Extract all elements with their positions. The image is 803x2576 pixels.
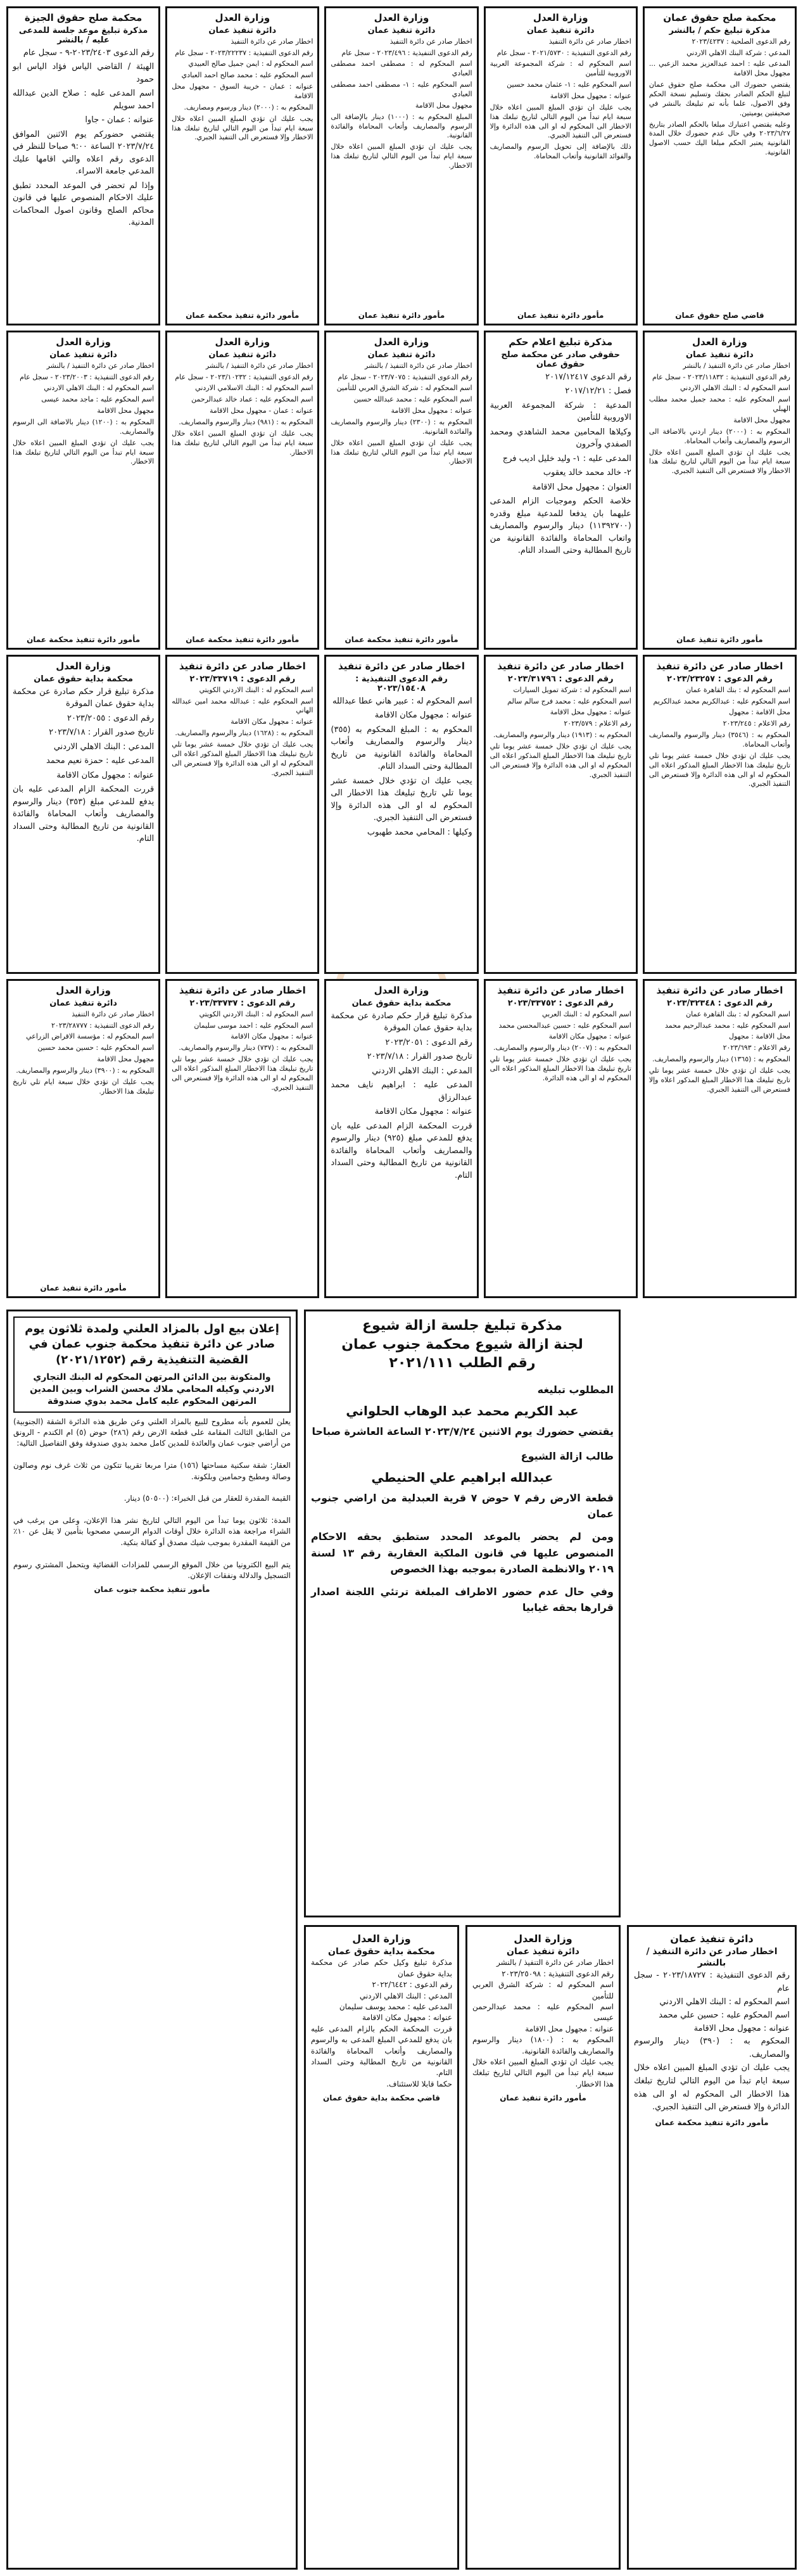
notice-line: اسم المحكوم عليه : محمد فرج سالم سالم [507,697,631,705]
notice-line: المحكوم به : المبلغ المحكوم به (٣٥٥) دينار والرسوم والمصاريف وأتعاب المحاماة والفائدة القانونية من تاريخ المطالبة وحتى السداد التام. [328,724,472,772]
notice-card [165,979,319,1298]
notice-line: المدعى عليه : احمد عبدالعزيز محمد الزعبي ... مجهول محل الاقامة [647,60,790,78]
bottom-notice-text: مذكرة تبليغ وكيل حكم صادر عن محكمة بداية حقوق عمان رقم الدعوى : ٢٠٢٢/٦٤٤٢ المدعي : البنك الاهلي الاردني المدعى عليه : محمد يوسف سليمان عنوانه : مجهول مكان الاقامة قررت المحكمة الحكم بالزام المدعى عليه بان يدفع للمدعي المبلغ المدعى به والرسوم والمصاريف وأتعاب المحاماة والفائدة القانونية من تاريخ المطالبة وحتى السداد التام. حكما قابلا للاستئناف. [311,1958,452,2088]
notice-line: مجهول محل الاقامة [97,1055,155,1064]
notice-line: المحكوم به : (٢٠٠٠) دينار ورسوم ومصاريف. [184,103,313,111]
notice-line: اسم المحكوم له : عبير هاني عطا عبدالله [332,696,472,706]
notice-signature: مأمور دائرة تنفيذ محكمة عمان [186,635,300,644]
notice-title: وزارة العدل [56,660,111,672]
notice-line: وكيلاها المحامين محمد الشاهدي ومحمد الصفدي وآخرون [487,427,631,450]
notice-title: مذكرة تبليغ اعلام حكم [509,336,613,348]
notice-line: عنوانه : مجهول محل الاقامة [550,708,631,717]
notice-line: محل الاقامة : مجهول [729,1032,790,1041]
notice-line: اخطار صادر عن دائرة التنفيذ [231,37,313,46]
notice-card [165,6,319,325]
notice-line: يجب عليك ان تؤدي المبلغ المبين اعلاه خلال سبعة ايام تبدأ من اليوم التالي لتاريخ تبلغك هذا الاخطار. [10,438,155,466]
notice-subtitle: رقم الدعوى التنفيذية : ٢٠٢٣/١٥٤٠٨ [355,674,448,693]
notice-line: المحكوم به : (١٩١٣) دينار والرسوم والمصاريف. [493,731,631,740]
notice-line: اسم المحكوم عليه : عبدالله محمد امين عبدالله الهاني [169,697,313,715]
bottom-notice-subtitle: دائرة تنفيذ عمان [507,1946,579,1957]
bottom-notice-title: وزارة العدل [514,1933,572,1945]
bottom-notice-signature: قاضي محكمة بداية حقوق عمان [322,2093,441,2103]
notice-subtitle: دائرة تنفيذ عمان [367,25,436,35]
notice-line: يجب عليك ان تؤدي خلال خمسة عشر يوما تلي تاريخ تبليغك هذا الاخطار المبلغ المذكور اعلاه الى المحكوم له او الى هذه الدائرة وإلا فستعرض الى التنفيذ الجبري. [169,1055,313,1092]
notice-title: وزارة العدل [56,985,111,996]
notice-line: يقتضي حضوركم يوم الاثنين الموافق ٢٠٢٣/٧/٢٤ الساعة ٩:٠٠ صباحا للنظر في الدعوى رقم اعلاه والتي اقامها عليك المدعي جامعة الاسراء. [9,129,155,177]
notice-line: المحكوم به : (٢٠٠٧) دينار والرسوم والمصاريف. [493,1044,631,1052]
notice-line: يجب عليك ان تؤدي المبلغ المبين اعلاه خلال سبعة ايام تبدأ من اليوم التالي لتاريخ تبلغك هذا الاخطار والا فستعرض الى التنفيذ الجبري. [647,448,790,476]
notice-line: قررت المحكمة الزام المدعى عليه بان يدفع للمدعي مبلغ (٩٢٥) دينار والرسوم والمصاريف وأتعاب المحاماة والفائدة القانونية من تاريخ المطالبة وحتى السداد التام. [328,1121,472,1180]
notice-subtitle: دائرة تنفيذ عمان [367,350,436,360]
notice-line: اسم المحكوم عليه : حسين عبدالمحسن محمد [498,1021,631,1030]
notice-line: اسم المحكوم له : بنك القاهرة عمان [686,685,790,694]
notice-line: يجب عليك ان تؤدي المبلغ المبين اعلاه خلال سبعة ايام تبدأ من اليوم التالي لتاريخ تبلغك هذا الاخطار. [328,438,472,466]
notice-subtitle: رقم الدعوى : ٢٠٢٣/٣٣٧٣٧ [189,998,296,1008]
notice-line: اسم المحكوم عليه : عبدالكريم محمد عبدالكريم [653,697,790,705]
bottom-notice-2 [465,1925,621,2570]
notice-line: اسم المحكوم له : البنك الاهلي الاردني [680,384,790,393]
bottom-notice-signature: مأمور دائرة تنفيذ عمان [500,2093,586,2103]
notice-line: يجب عليك ان تؤدي خلال خمسة عشر يوما تلي تاريخ تبليغك هذا الاخطار المبلغ المذكور اعلاه الى المحكوم له او الى هذه الدائرة وإلا فستعرض الى التنفيذ الجبري. [488,742,631,779]
removal-footer: وفي حال عدم حضور الاطراف المبلغة ترتئي اللجنة اصدار قرارها بحقه غيابيا [307,1585,614,1614]
notice-signature: قاضي صلح حقوق عمان [675,311,764,320]
notice-card [324,655,478,974]
notice-line: اسم المحكوم له : مؤسسة الاقراض الزراعي [26,1032,155,1041]
notice-line: رقم الدعوى التنفيذية : ٢٠٢٣/٧٠٧٥ - سجل عام [338,372,472,381]
notice-line: المدعى عليه : ١- وليد خليل اديب فرج [502,453,631,464]
notice-line: اسم المحكوم عليه : ١- عثمان محمد حسين [507,80,631,89]
notice-card [324,331,478,650]
notice-line: يجب عليك ان تؤدي خلال خمسة عشر يوما تلي تاريخ تبليغك هذا الاخطار المبلغ المذكور اعلاه الى المحكوم له او الى هذه الدائرة. [488,1055,631,1082]
notice-line: اسم المحكوم له : البنك الاردني الكويتي [199,1009,313,1018]
notice-card [484,655,638,974]
notice-card [324,979,478,1298]
notice-subtitle: محكمة بداية حقوق عمان [351,998,452,1008]
notice-title: وزارة العدل [215,12,270,23]
notice-title: وزارة العدل [533,12,588,23]
notice-line: عنوانه : مجهول مكان الاقامة [548,1032,631,1041]
auction-notice [6,1310,298,2570]
notice-card [165,331,319,650]
notice-line: وإذا لم تحضر في الموعد المحدد تطبق عليك الاحكام المنصوص عليها في قانون محاكم الصلح وقانون اصول المحاكمات المدنية. [9,180,155,228]
notice-subtitle: دائرة تنفيذ عمان [208,350,277,360]
notice-line: المحكوم به : (١٦٢٨) دينار والرسوم والمصاريف. [175,729,313,738]
notice-subtitle: دائرة تنفيذ عمان [686,350,754,360]
notice-subtitle: رقم الدعوى : ٢٠٢٣/٣٢٣٤٨ [666,998,773,1008]
notice-line: وعليه يقتضي اعتبارك مبلغا بالحكم الصادر بتاريخ ٢٠٢٣/٦/٢٧ وفي حال عدم حضورك خلال المدة القانونية يعتبر الحكم مبلغا اليك حسب الاصول القانونية. [647,120,790,157]
notice-line: اسم المحكوم عليه : محمد عبدالله حسين [353,395,472,404]
auction-heading: إعلان بيع اول بالمزاد العلني ولمدة ثلاثون يوم صادر عن دائرة تنفيذ محكمة جنوب عمان في القضية التنفيذية رقم (٢٠٢١/١٢٥٢) [25,1322,279,1367]
notice-line: رقم الاعلام : ٢٠٢٣/٦٩٣ [723,1044,790,1052]
notice-line: ٢- خالد محمد خالد يعقوب [543,468,631,478]
notice-card [6,979,160,1298]
notice-title: اخطار صادر عن دائرة تنفيذ [656,985,783,996]
notice-line: مجهول محل الاقامة [415,101,472,110]
notice-line: رقم الدعوى : ٢٠٢٣/٢٠٥٥ [66,713,155,723]
notice-line: يجب عليك ان تؤدي المبلغ المبين اعلاه خلال سبعة ايام تبدأ من اليوم التالي لتاريخ تبلغك هذا الاخطار. [328,142,472,170]
notice-title: وزارة العدل [374,985,429,996]
notice-line: عنوانه : عمان - خريبة السوق - مجهول محل الاقامة [169,82,313,100]
notice-title: محكمة صلح حقوق الجيزة [24,12,142,23]
notice-line: عنوانه : مجهول مكان الاقامة [374,710,472,721]
notice-line: المدعي : البنك الاهلي الاردني [372,1066,472,1076]
notice-line: وكيلها : المحامي محمد طهبوب [367,827,472,837]
notice-line: يجب عليك ان تؤدي خلال سبعة ايام تلي تاريخ تبليغك هذا الاخطار. [10,1077,155,1095]
notice-line: قررت المحكمة الزام المدعى عليه بان يدفع للمدعي مبلغ (٣٥٣) دينار والرسوم والمصاريف وأتعاب المحاماة والفائدة القانونية من تاريخ المطالبة وحتى السداد التام. [9,785,155,844]
removal-hearing: يقتضي حضورك يوم الاثنين ٢٠٢٣/٧/٢٤ الساعة العاشرة صباحا [312,1425,614,1437]
notice-line: اسم المحكوم له : البنك الاسلامي الاردني [195,384,313,393]
removal-request-no: رقم الطلب ٢٠٢١/١١١ [389,1355,536,1372]
bottom-notice-signature: مأمور دائرة تنفيذ محكمة عمان [655,2118,769,2128]
notice-line: رقم الدعوى : ٢٠٢٣/٢٠٥١ [385,1037,472,1047]
removal-warning: ومن لم يحضر بالموعد المحدد ستطبق بحقه الاحكام المنصوص عليها في قانون الملكية العقارية رقم ١٣ لسنة ٢٠١٩ والانظمة الصادرة بموجبه بهذا الخصوص [307,1531,614,1575]
notice-title: وزارة العدل [692,336,747,348]
removal-notified-name: عبد الكريم محمد عبد الوهاب الحلواني [346,1403,579,1418]
notice-signature: مأمور دائرة تنفيذ عمان [358,311,445,320]
notice-card [484,331,638,650]
notice-line: المدعية : شركة المجموعة العربية الاوروبية للتأمين [487,400,631,423]
bottom-notice-3 [627,1925,797,2570]
notice-line: المحكوم به : (٩٨١) دينار والرسوم والمصاريف. [179,417,313,426]
notice-line: اسم المحكوم له : شركة المجموعة العربية الاوروبية للتأمين [488,60,631,78]
notice-line: اخطار صادر عن دائرة التنفيذ / بالنشر [46,361,155,370]
notice-subtitle: دائرة تنفيذ عمان [526,25,595,35]
notice-line: المحكوم به : (٧٣٧) دينار والرسوم والمصاريف. [179,1044,313,1052]
auction-signature: مأمور تنفيذ محكمة جنوب عمان [94,1585,210,1594]
notice-line: المدعي : شركة البنك الاهلي الاردني [686,48,790,57]
notice-card [6,6,160,325]
notice-line: المحكوم به : (٣٥٤٦) دينار والرسوم والمصاريف وأتعاب المحاماة. [647,731,790,748]
notice-card [643,6,797,325]
notice-line: ذلك بالإضافة إلى تحويل الرسوم والمصاريف والفوائد القانونية وأتعاب المحاماة. [488,142,631,161]
notice-card [643,979,797,1298]
removal-committee: لجنة ازالة شيوع محكمة جنوب عمان [341,1336,583,1353]
notice-signature: مأمور دائرة تنفيذ محكمة عمان [186,311,300,320]
notice-signature: مأمور دائرة تنفيذ عمان [517,311,604,320]
notice-line: مذكرة تبليغ قرار حكم صادرة عن محكمة بداية حقوق عمان الموقرة [9,686,155,709]
notice-card [324,6,478,325]
bottom-notice-1 [304,1925,459,2570]
notice-line: المحكوم به : (٣٩٠٠) دينار والرسوم والمصاريف. [16,1066,155,1075]
notice-title: محكمة صلح حقوق عمان [663,12,776,23]
notice-card [484,6,638,325]
notice-line: تاريخ صدور القرار : ٢٠٢٣/٧/١٨ [49,728,155,738]
notice-title: وزارة العدل [374,12,429,23]
notice-line: اسم المحكوم عليه : ١- مصطفى احمد مصطفى العبادي [328,80,472,98]
notice-line: يجب عليك ان تؤدي المبلغ المبين اعلاه خلال سبعة ايام تبدأ من اليوم التالي لتاريخ تبلغك هذا الاخطار وإلا فستعرض الى التنفيذ الجبري. [169,114,313,142]
notice-line: اخطار صادر عن دائرة التنفيذ / بالنشر [365,361,472,370]
removal-applicant-label: طالب ازالة الشيوع [521,1450,614,1463]
notice-signature: مأمور دائرة تنفيذ عمان [676,635,763,644]
notice-line: المحكوم به : (٢٠٠٠) دينار اردني بالاضافة الى الرسوم والمصاريف وأتعاب المحاماة. [647,427,790,445]
bottom-notice-text: رقم الدعوى التنفيذية : ٢٠٢٣/١٨٧٢٧ - سجل عام اسم المحكوم له : البنك الاهلي الاردني اسم المحكوم عليه : حسين علي محمد عنوانه : مجهول محل الاقامة المحكوم به : (٣٩٠) دينار والرسوم والمصاريف. يجب عليك ان تؤدي المبلغ المبين اعلاه خلال سبعة ايام تبدأ من اليوم التالي لتاريخ تبلغك هذا الاخطار الى المحكوم له او الى هذه الدائرة وإلا فستعرض الى التنفيذ الجبري. [634,1971,790,2112]
notice-title: وزارة العدل [215,336,270,348]
bottom-notice-subtitle: محكمة بداية حقوق عمان [328,1946,435,1957]
notice-card [643,655,797,974]
notice-line: رقم الدعوى التنفيذية : ٢٠٢٣/٢٨٧٧٧ [51,1021,155,1030]
notice-line: مذكرة تبليغ قرار حكم صادرة عن محكمة بداية حقوق عمان الموقرة [328,1011,472,1033]
notice-line: رقم الدعوى التنفيذية : ٢٠٢١/٥٧٣٠ - سجل عام [496,48,631,57]
notice-title: اخطار صادر عن دائرة تنفيذ [179,985,306,996]
notice-line: اسم المحكوم عليه : محمد جميل محمد مطلب الهبلي [647,395,790,414]
notice-line: تاريخ صدور القرار : ٢٠٢٣/٧/١٨ [367,1052,472,1062]
notice-line: عنوانه : مجهول مكان الاقامة [374,1107,472,1117]
notice-line: يجب عليك ان تؤدي خلال خمسة عشر يوما تلي تاريخ تبليغك هذا الاخطار المبلغ المذكور اعلاه وإلا فستعرض الى التنفيذ الجبري. [647,1066,790,1094]
notice-signature: مأمور دائرة تنفيذ محكمة عمان [27,635,141,644]
notice-line: اسم المحكوم له : مصطفى احمد مصطفى العبادي [328,60,472,78]
bottom-notice-title: دائرة تنفيذ عمان [670,1933,754,1945]
notice-title: اخطار صادر عن دائرة تنفيذ [497,660,624,672]
notice-line: اخطار صادر عن دائرة التنفيذ [72,1009,155,1018]
notice-signature: مأمور دائرة تنفيذ عمان [40,1284,127,1292]
notice-line: اخطار صادر عن دائرة التنفيذ / بالنشر [683,361,790,370]
lower-section [6,1310,797,2570]
notice-line: العنوان : مجهول محل الاقامة [532,482,631,492]
notice-line: رقم الدعوى التنفيذية : ٢٠٢٣/١١٨٣٢ - سجل عام [652,372,790,381]
removal-notice [304,1310,621,1917]
notice-line: عنوانه : مجهول مكان الاقامة [231,717,313,726]
notice-line: المحكوم به : (١٢٠٠) دينار بالاضافة الى الرسوم والمصاريف. [10,417,155,436]
notice-line: عنوانه : مجهول مكان الاقامة [231,1032,313,1041]
notice-line: يجب عليك ان تؤدي خلال خمسة عشر يوما تلي تاريخ تبليغك هذا الاخطار الى المحكوم له او الى هذه الدائرة وإلا فستعرض الى التنفيذ الجبري. [328,776,472,823]
notice-line: عنوانه : عمان - مجهول محل الاقامة [210,407,313,415]
bottom-notice-title: وزارة العدل [352,1933,411,1945]
notices-grid [6,6,797,1298]
notice-line: اسم المدعى عليه : صلاح الدين عبدالله احمد سويلم [9,89,155,111]
notice-line: الهيئة / القاضي الياس فؤاد الياس ابو حمود [9,62,155,84]
notice-title: اخطار صادر عن دائرة تنفيذ [338,660,465,672]
notice-line: عنوانه : مجهول مكان الاقامة [56,770,155,780]
notice-line: يقتضي حضورك الى محكمة صلح حقوق عمان لتبلغ الحكم الصادر بحقك وتسليم نسخة الحكم وفق الاصول، علما بأنه تم تبليغك بالنشر في صحيفتين يوميتين. [647,80,790,117]
notice-line: اسم المحكوم له : شركة تمويل السيارات [513,685,631,694]
notice-line: خلاصة الحكم وموجبات الزام المدعى عليهما بان يدفعا للمدعية مبلغ وقدره (١١٣٩٢٧٠٠) دينار والرسوم والمصاريف واتعاب المحاماة والفائدة القانونية من تاريخ المطالبة وحتى السداد التام. [487,496,631,556]
notice-line: مجهول محل الاقامة [733,415,790,424]
notice-subtitle: دائرة تنفيذ عمان [49,998,117,1008]
bottom-notice-text: اخطار صادر عن دائرة التنفيذ / بالنشر رقم الدعوى التنفيذية : ٢٠٢٣/٢٥٠٩٨ اسم المحكوم له : شركة الشرق العربي للتأمين اسم المحكوم عليه : محمد عبدالرحمن عيسى عنوانه : مجهول محل الاقامة المحكوم به : (١٨٠٠) دينار والرسوم والمصاريف والفائدة القانونية. يجب عليك ان تؤدي المبلغ المبين اعلاه خلال سبعة ايام تبدأ من اليوم التالي لتاريخ تبلغك هذا الاخطار. [472,1958,614,2088]
notice-line: المدعى عليه : ابراهيم نايف محمد عبدالرزاق [328,1080,472,1102]
notice-subtitle: مذكرة تبليغ حكم / بالنشر [669,25,771,35]
notice-card [6,331,160,650]
notice-card [643,331,797,650]
notice-line: اسم المحكوم له : ايمن جميل صالح العبيدي [188,60,313,68]
notice-line: رقم الدعوى التنفيذية : ٢٠٢٣/١٠٢٣٢ - سجل عام [175,372,313,381]
notice-line: يجب عليك ان تؤدي خلال خمسة عشر يوما تلي تاريخ تبليغك هذا الاخطار المبلغ المذكور اعلاه الى المحكوم له او الى هذه الدائرة وإلا فستعرض الى التنفيذ الجبري. [169,740,313,777]
notice-subtitle: محكمة بداية حقوق عمان [34,674,134,684]
notice-line: عنوانه : مجهول محل الاقامة [550,91,631,100]
notice-line: مجهول محل الاقامة [97,407,155,415]
auction-body: يعلن للعموم بأنه مطروح للبيع بالمزاد العلني وعن طريق هذه الدائرة الشقة (الجنوبية) من الطابق الثالث المقامة على قطعة الارض رقم (٢٨٦) حوض (٥) ام الكندم - الرونق من أراضي جنوب عمان والعائدة للمدين كامل محمد بدوي صندوقة وفق التفاصيل التالية: العقار: شقة سكنية مساحتها (١٥٦) مترا مربعا تقريبا تتكون من ثلاث غرف نوم وصالون وصالة ومطبخ وحمامين وبلكونة. القيمة المقدرة للعقار من قبل الخبراء: (٥٠٥٠٠) دينار. المدة: ثلاثون يوما تبدأ من اليوم التالي لتاريخ نشر هذا الإعلان، وعلى من يرغب في الشراء مراجعة هذه الدائرة خلال أوقات الدوام الرسمي مصحوبا بتأمين لا يقل عن ١٠٪ من القيمة المقدرة بموجب شيك مصدق أو كفالة بنكية. يتم البيع الكترونيا من خلال الموقع الرسمي للمزادات القضائية ويتحمل المشتري رسوم التسجيل والدلالة ونفقات الإعلان. [13,1417,291,1581]
notice-line: اسم المحكوم له : البنك الاردني الكويتي [199,685,313,694]
removal-parcel: قطعة الارض رقم ٧ حوض ٧ قرية العبدلية من اراضي جنوب عمان [307,1491,614,1520]
notice-title: اخطار صادر عن دائرة تنفيذ [497,985,624,996]
notice-subtitle: رقم الدعوى : ٢٠٢٣/٣٣٧٥٢ [507,998,614,1008]
auction-header [13,1316,291,1413]
notice-subtitle: دائرة تنفيذ عمان [208,25,277,35]
notice-line: اسم المحكوم عليه : حسين محمد حسين [37,1044,155,1052]
notice-line: اسم المحكوم عليه : محمد صالح احمد العبادي [181,71,313,80]
notice-line: رقم الدعوى التنفيذية : ٢٠٢٣/٤٩٦ - سجل عام [341,48,472,57]
notice-line: اسم المحكوم له : البنك الاهلي الاردني [44,384,155,393]
notice-line: المدعي : البنك الاهلي الاردني [53,742,155,752]
notice-title: اخطار صادر عن دائرة تنفيذ [656,660,783,672]
notice-line: عنوانه : مجهول محل الاقامة [391,407,472,415]
bottom-notice-subtitle: اخطار صادر عن دائرة التنفيذ / بالنشر [646,1946,778,1969]
notice-subtitle: حقوقي صادر عن محكمة صلح حقوق عمان [501,350,621,369]
notice-subtitle: مذكرة تبليغ موعد جلسة للمدعى عليه / بالنشر [18,25,148,45]
notice-subtitle: رقم الدعوى : ٢٠٢٣/٣١٧٩٦ [507,674,614,684]
notice-line: اخطار صادر عن دائرة التنفيذ / بالنشر [205,361,313,370]
notice-line: يجب عليك ان تؤدي المبلغ المبين اعلاه خلال سبعة ايام تبدأ من اليوم التالي لتاريخ تبلغك هذا الاخطار. [169,429,313,457]
notice-line: يجب عليك ان تؤدي المبلغ المبين اعلاه خلال سبعة ايام تبدأ من اليوم التالي لتاريخ تبلغك هذا الاخطار الى المحكوم له او الى هذه الدائرة وإلا فستعرض الى التنفيذ الجبري. [488,103,631,140]
notice-line: المحكوم به : (١٣٦٥) دينار والرسوم والمصاريف. [652,1055,790,1064]
notice-line: المحكوم به : (٢٣٠٠) دينار والرسوم والمصاريف والفائدة القانونية. [328,417,472,436]
notice-line: اخطار صادر عن دائرة التنفيذ [389,37,472,46]
notice-line: رقم الاعلام : ٢٠٢٣/٢٤٥ [723,719,790,728]
notice-line: اسم المحكوم له : البنك العربي [542,1009,631,1018]
notice-card [484,979,638,1298]
notice-line: اسم المحكوم عليه : محمد عبدالرحيم محمد [665,1021,790,1030]
notice-line: المبلغ المحكوم به : (١٠٠٠) دينار بالإضافة الى الرسوم والمصاريف وأتعاب المحاماة والفائدة القانونية. [328,112,472,140]
notice-line: اسم المحكوم له : بنك القاهرة عمان [686,1009,790,1018]
removal-applicant-name: عبدالله ابراهيم علي الحنيطي [371,1469,553,1485]
notice-signature: مأمور دائرة تنفيذ محكمة عمان [345,635,458,644]
notice-line: اسم المحكوم عليه : احمد موسى سليمان [194,1021,313,1030]
notice-line: رقم الاعلام : ٢٠٢٣/٥٧٩ [564,719,631,728]
notice-line: رقم الدعوى ٢٠٢٣/٢٤٠٣-٩ - سجل عام [23,47,155,58]
notice-card [165,655,319,974]
notice-subtitle: دائرة تنفيذ عمان [49,350,117,360]
notice-title: وزارة العدل [374,336,429,348]
notice-line: فصل : ٢٠١٧/١٢/٢١ [565,386,631,396]
notice-line: اسم المحكوم عليه : عماد خالد عبدالرحمن [191,395,313,404]
notice-line: رقم الدعوى التنفيذية : ٢٠٢٣/٢٢٢٣٧ - سجل عام [175,48,313,57]
auction-parties: والمتكونة بين الدائن المرتهن المحكوم له البنك التجاري الاردني وكيله المحامي ملاك محسن الشراب وبين المدين المرتهن المحكوم عليه كامل محمد بدوي صندوقة [30,1372,274,1406]
notice-title: وزارة العدل [56,336,111,348]
notice-title: اخطار صادر عن دائرة تنفيذ [179,660,306,672]
notice-line: محل الاقامة : مجهول [729,708,790,717]
notice-line: رقم الدعوى ٢٠١٧/١٢٤١٧ [545,372,631,382]
removal-notified-label: المطلوب تبليغه [537,1384,614,1396]
notice-line: اسم المحكوم له : شركة الشرق العربي للتأمين [336,384,472,393]
notice-line: اسم المحكوم عليه : ماجد محمد عيسى [41,395,155,404]
notice-card [6,655,160,974]
notice-line: اخطار صادر عن دائرة التنفيذ [548,37,631,46]
notice-subtitle: رقم الدعوى : ٢٠٢٣/٣٣٧١٩ [189,674,296,684]
notice-line: رقم الدعوى الصلحية : ٢٠٢٣/٤٢٣٧ [692,37,790,46]
removal-title: مذكرة تبليغ جلسة ازالة شيوع [362,1318,562,1334]
notice-line: رقم الدعوى التنفيذية : ٢٠٢٣/٢٠٠٣ - سجل عام [20,372,155,381]
notice-line: يجب عليك ان تؤدي خلال خمسة عشر يوما تلي تاريخ تبليغك هذا الاخطار المبلغ المذكور اعلاه الى المحكوم له او الى هذه الدائرة وإلا فستعرض الى التنفيذ الجبري. [647,751,790,788]
notice-line: المدعى عليه : حمزة نعيم محمد [46,756,155,766]
notice-line: عنوانه : عمان - جاوا [85,115,155,125]
notice-subtitle: رقم الدعوى : ٢٠٢٣/٢٣٢٥٧ [666,674,773,684]
